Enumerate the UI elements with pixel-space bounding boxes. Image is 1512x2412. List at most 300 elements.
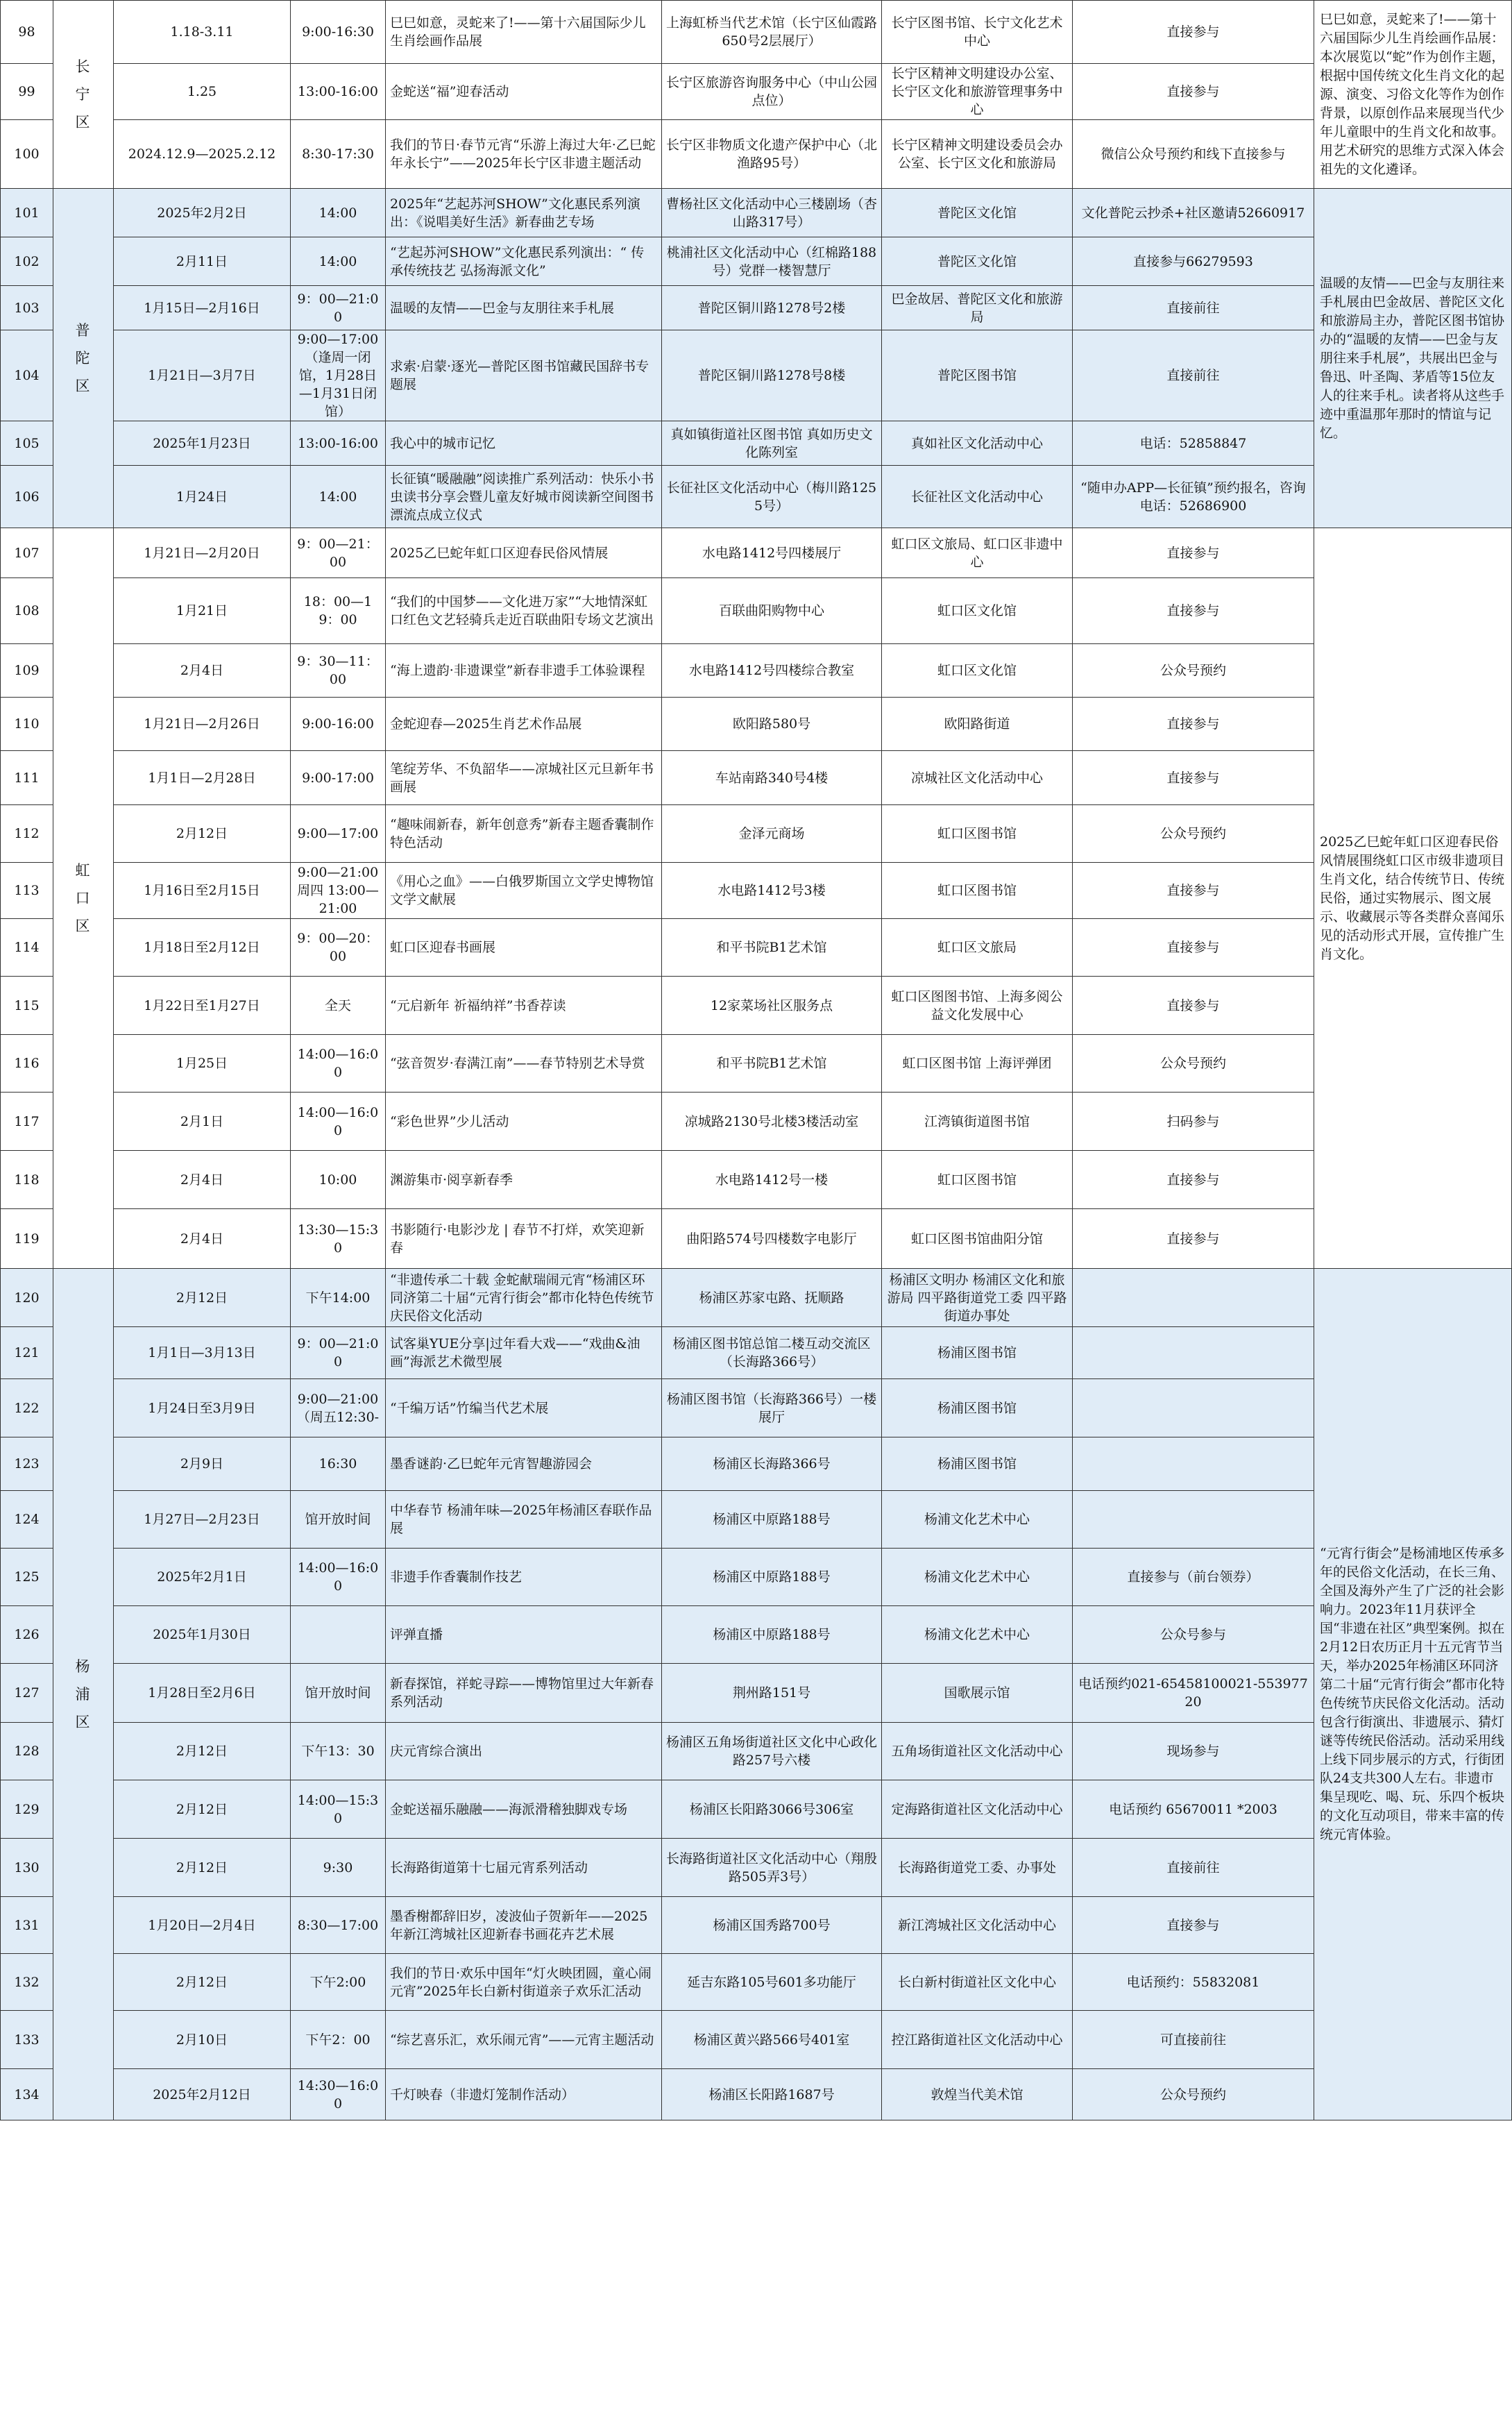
place-cell: 长海路街道社区文化活动中心（翔殷路505弄3号） — [662, 1839, 882, 1897]
table-row — [1, 1780, 1512, 1839]
table-row — [1, 1897, 1512, 1954]
row-number-cell: 123 — [1, 1437, 53, 1491]
table-row — [1, 421, 1512, 466]
activity-name-cell: 金蛇送福乐融融——海派滑稽独脚戏专场 — [386, 1780, 662, 1839]
row-number-cell: 126 — [1, 1606, 53, 1664]
participation-method-cell: 直接参与 — [1073, 751, 1314, 805]
table-row — [1, 863, 1512, 919]
district-description-cell: 巳巳如意，灵蛇来了!——第十六届国际少儿生肖绘画作品展：本次展览以“蛇”作为创作主题，根据中国传统文化生肖文化的起源、演变、习俗文化等作为创作背景，以原创作品来展现当代少年儿童眼中的生肖文化和故事。用艺术研究的思维方式深入体会祖先的文化遴译。 — [1314, 1, 1512, 189]
date-cell: 2月4日 — [114, 1209, 291, 1269]
row-number-cell: 122 — [1, 1379, 53, 1437]
organizer-cell: 长宁区精神文明建设委员会办公室、长宁区文化和旅游局 — [882, 120, 1073, 189]
time-cell: 14:00—16:00 — [291, 1093, 386, 1151]
date-cell: 1月16日至2月15日 — [114, 863, 291, 919]
participation-method-cell: 电话：52858847 — [1073, 421, 1314, 466]
participation-method-cell: 直接参与 — [1073, 1897, 1314, 1954]
table-row — [1, 919, 1512, 977]
district-description-cell: 温暖的友情——巴金与友朋往来手札展由巴金故居、普陀区文化和旅游局主办，普陀区图书馆协办的“温暖的友情——巴金与友朋往来手札展”，共展出巴金与鲁迅、叶圣陶、茅盾等15位友人的往来手札。读者将从这些手迹中重温那年那时的情谊与记忆。 — [1314, 189, 1512, 528]
date-cell: 1月20日—2月4日 — [114, 1897, 291, 1954]
row-number-cell: 133 — [1, 2011, 53, 2069]
place-cell: 百联曲阳购物中心 — [662, 578, 882, 644]
row-number-cell: 125 — [1, 1549, 53, 1606]
activity-name-cell: 千灯映春（非遗灯笼制作活动） — [386, 2069, 662, 2120]
activity-name-cell: 庆元宵综合演出 — [386, 1723, 662, 1780]
district-name: 杨浦区 — [75, 1658, 92, 1730]
time-cell: 14:00 — [291, 237, 386, 286]
participation-method-cell: 直接参与 — [1073, 1151, 1314, 1209]
activity-name-cell: 2025乙巳蛇年虹口区迎春民俗风情展 — [386, 528, 662, 578]
activity-name-cell: 墨香榭都辞旧岁，凌波仙子贺新年——2025年新江湾城社区迎新春书画花卉艺术展 — [386, 1897, 662, 1954]
activity-name-cell: “彩色世界”少儿活动 — [386, 1093, 662, 1151]
organizer-cell: 敦煌当代美术馆 — [882, 2069, 1073, 2120]
organizer-cell: 长海路街道党工委、办事处 — [882, 1839, 1073, 1897]
participation-method-cell: 可直接前往 — [1073, 2011, 1314, 2069]
place-cell: 长征社区文化活动中心（梅川路1255号） — [662, 466, 882, 528]
time-cell: 9：00—20：00 — [291, 919, 386, 977]
table-row — [1, 1035, 1512, 1093]
time-cell: 全天 — [291, 977, 386, 1035]
time-cell: 9：00—21：00 — [291, 528, 386, 578]
date-cell: 1月1日—3月13日 — [114, 1327, 291, 1379]
table-row — [1, 1606, 1512, 1664]
time-cell: 8:30—17:00 — [291, 1897, 386, 1954]
activity-name-cell: 长海路街道第十七届元宵系列活动 — [386, 1839, 662, 1897]
place-cell: 水电路1412号3楼 — [662, 863, 882, 919]
time-cell: 下午14:00 — [291, 1269, 386, 1327]
table-row — [1, 977, 1512, 1035]
place-cell: 上海虹桥当代艺术馆（长宁区仙霞路650号2层展厅） — [662, 1, 882, 64]
table-row — [1, 1093, 1512, 1151]
activity-name-cell: “非遗传承二十载 金蛇献瑞闹元宵“杨浦区环同济第二十届“元宵行街会”都市化特色传统节庆民俗文化活动 — [386, 1269, 662, 1327]
date-cell: 1月18日至2月12日 — [114, 919, 291, 977]
table-row — [1, 237, 1512, 286]
organizer-cell: 欧阳路街道 — [882, 698, 1073, 751]
activity-name-cell: 我们的节日·春节元宵“乐游上海过大年·乙巳蛇年永长宁”——2025年长宁区非遗主题活动 — [386, 120, 662, 189]
place-cell: 荆州路151号 — [662, 1664, 882, 1723]
participation-method-cell: 现场参与 — [1073, 1723, 1314, 1780]
date-cell: 1月22日至1月27日 — [114, 977, 291, 1035]
activity-name-cell: “艺起苏河SHOW”文化惠民系列演出：“ 传承传统技艺 弘扬海派文化” — [386, 237, 662, 286]
table-row — [1, 2011, 1512, 2069]
row-number-cell: 129 — [1, 1780, 53, 1839]
row-number-cell: 100 — [1, 120, 53, 189]
organizer-cell: 杨浦文化艺术中心 — [882, 1491, 1073, 1549]
place-cell: 延吉东路105号601多功能厅 — [662, 1954, 882, 2011]
participation-method-cell: 直接参与 — [1073, 919, 1314, 977]
date-cell: 2025年2月2日 — [114, 189, 291, 237]
table-row — [1, 1437, 1512, 1491]
organizer-cell: 长宁区精神文明建设办公室、长宁区文化和旅游管理事务中心 — [882, 64, 1073, 120]
row-number-cell: 121 — [1, 1327, 53, 1379]
activity-name-cell: “趣味闹新春，新年创意秀”新春主题香囊制作特色活动 — [386, 805, 662, 863]
organizer-cell: 虹口区文旅局 — [882, 919, 1073, 977]
time-cell: 9：00—21:00 — [291, 286, 386, 330]
table-row — [1, 286, 1512, 330]
activity-name-cell: 虹口区迎春书画展 — [386, 919, 662, 977]
organizer-cell: 杨浦区图书馆 — [882, 1379, 1073, 1437]
place-cell: 杨浦区黄兴路566号401室 — [662, 2011, 882, 2069]
activity-name-cell: 书影随行·电影沙龙 | 春节不打烊，欢笑迎新春 — [386, 1209, 662, 1269]
activity-name-cell: 2025年“艺起苏河SHOW”文化惠民系列演出：《说唱美好生活》新春曲艺专场 — [386, 189, 662, 237]
table-row — [1, 644, 1512, 698]
time-cell: 馆开放时间 — [291, 1664, 386, 1723]
time-cell: 下午13：30 — [291, 1723, 386, 1780]
table-row — [1, 466, 1512, 528]
date-cell: 2月12日 — [114, 1269, 291, 1327]
row-number-cell: 134 — [1, 2069, 53, 2120]
time-cell: 9:00—21:00 周四 13:00—21:00 — [291, 863, 386, 919]
place-cell: 真如镇街道社区图书馆 真如历史文化陈列室 — [662, 421, 882, 466]
organizer-cell: 杨浦区图书馆 — [882, 1437, 1073, 1491]
participation-method-cell: 直接参与 — [1073, 863, 1314, 919]
table-row — [1, 1839, 1512, 1897]
date-cell: 2025年2月1日 — [114, 1549, 291, 1606]
row-number-cell: 127 — [1, 1664, 53, 1723]
district-cell — [53, 189, 114, 528]
table-row — [1, 578, 1512, 644]
participation-method-cell: “随申办APP—长征镇”预约报名，咨询电话：52686900 — [1073, 466, 1314, 528]
place-cell: 曲阳路574号四楼数字电影厅 — [662, 1209, 882, 1269]
row-number-cell: 108 — [1, 578, 53, 644]
organizer-cell: 真如社区文化活动中心 — [882, 421, 1073, 466]
place-cell: 杨浦区图书馆总馆二楼互动交流区（长海路366号） — [662, 1327, 882, 1379]
organizer-cell: 杨浦区图书馆 — [882, 1327, 1073, 1379]
participation-method-cell — [1073, 1327, 1314, 1379]
district-name: 长宁区 — [75, 58, 92, 130]
participation-method-cell — [1073, 1269, 1314, 1327]
place-cell: 12家菜场社区服务点 — [662, 977, 882, 1035]
time-cell: 13:30—15:30 — [291, 1209, 386, 1269]
organizer-cell: 巴金故居、普陀区文化和旅游局 — [882, 286, 1073, 330]
activity-name-cell: 墨香谜韵·乙巳蛇年元宵智趣游园会 — [386, 1437, 662, 1491]
place-cell: 杨浦区苏家屯路、抚顺路 — [662, 1269, 882, 1327]
participation-method-cell: 电话预约021-65458100021-55397720 — [1073, 1664, 1314, 1723]
activity-name-cell: 评弹直播 — [386, 1606, 662, 1664]
organizer-cell: 五角场街道社区文化活动中心 — [882, 1723, 1073, 1780]
table-row — [1, 2069, 1512, 2120]
time-cell: 13:00-16:00 — [291, 421, 386, 466]
time-cell: 8:30-17:30 — [291, 120, 386, 189]
date-cell: 2月10日 — [114, 2011, 291, 2069]
row-number-cell: 105 — [1, 421, 53, 466]
place-cell: 杨浦区五角场街道社区文化中心政化路257号六楼 — [662, 1723, 882, 1780]
time-cell: 13:00-16:00 — [291, 64, 386, 120]
activity-name-cell: “千编万话”竹编当代艺术展 — [386, 1379, 662, 1437]
row-number-cell: 114 — [1, 919, 53, 977]
place-cell: 杨浦区长海路366号 — [662, 1437, 882, 1491]
date-cell: 1月27日—2月23日 — [114, 1491, 291, 1549]
place-cell: 车站南路340号4楼 — [662, 751, 882, 805]
place-cell: 杨浦区图书馆（长海路366号）一楼展厅 — [662, 1379, 882, 1437]
table-body — [1, 1, 1512, 2120]
row-number-cell: 111 — [1, 751, 53, 805]
table-row — [1, 1954, 1512, 2011]
table-row — [1, 698, 1512, 751]
district-name: 虹口区 — [75, 862, 92, 934]
participation-method-cell: 直接参与（前台领券） — [1073, 1549, 1314, 1606]
table-row — [1, 1723, 1512, 1780]
date-cell: 2024.12.9—2025.2.12 — [114, 120, 291, 189]
activity-name-cell: 金蛇迎春—2025生肖艺术作品展 — [386, 698, 662, 751]
time-cell: 9:00-16:00 — [291, 698, 386, 751]
participation-method-cell: 直接前往 — [1073, 1839, 1314, 1897]
date-cell: 2025年1月23日 — [114, 421, 291, 466]
time-cell: 14:00 — [291, 189, 386, 237]
participation-method-cell: 电话预约 65670011 *2003 — [1073, 1780, 1314, 1839]
place-cell: 桃浦社区文化活动中心（红棉路188号）党群一楼智慧厅 — [662, 237, 882, 286]
organizer-cell: 虹口区图书馆 上海评弹团 — [882, 1035, 1073, 1093]
district-description-cell: 2025乙巳蛇年虹口区迎春民俗风情展围绕虹口区市级非遗项目生肖文化，结合传统节日、传统民俗，通过实物展示、图文展示、收藏展示等各类群众喜闻乐见的活动形式开展，宣传推广生肖文化。 — [1314, 528, 1512, 1269]
participation-method-cell: 直接参与 — [1073, 64, 1314, 120]
organizer-cell: 虹口区图书馆 — [882, 863, 1073, 919]
participation-method-cell: 公众号参与 — [1073, 1606, 1314, 1664]
activity-name-cell: 渊游集市·阅享新春季 — [386, 1151, 662, 1209]
row-number-cell: 99 — [1, 64, 53, 120]
activity-name-cell: 非遗手作香囊制作技艺 — [386, 1549, 662, 1606]
activity-name-cell: 《用心之血》——白俄罗斯国立文学史博物馆文学文献展 — [386, 863, 662, 919]
place-cell: 水电路1412号一楼 — [662, 1151, 882, 1209]
organizer-cell: 杨浦区文明办 杨浦区文化和旅游局 四平路街道党工委 四平路街道办事处 — [882, 1269, 1073, 1327]
organizer-cell: 长宁区图书馆、长宁文化艺术中心 — [882, 1, 1073, 64]
time-cell: 14:00—15:30 — [291, 1780, 386, 1839]
activity-name-cell: “我们的中国梦——文化进万家”“大地情深虹口红色文艺轻骑兵走近百联曲阳专场文艺演出 — [386, 578, 662, 644]
date-cell: 1月21日 — [114, 578, 291, 644]
organizer-cell: 杨浦文化艺术中心 — [882, 1549, 1073, 1606]
row-number-cell: 131 — [1, 1897, 53, 1954]
date-cell: 2月11日 — [114, 237, 291, 286]
table-row — [1, 528, 1512, 578]
date-cell: 2月4日 — [114, 1151, 291, 1209]
date-cell: 2月4日 — [114, 644, 291, 698]
time-cell: 9:00—17:00（逢周一闭馆，1月28日—1月31日闭馆） — [291, 330, 386, 421]
time-cell: 馆开放时间 — [291, 1491, 386, 1549]
date-cell: 1月25日 — [114, 1035, 291, 1093]
time-cell: 9：30—11：00 — [291, 644, 386, 698]
organizer-cell: 凉城社区文化活动中心 — [882, 751, 1073, 805]
organizer-cell: 长征社区文化活动中心 — [882, 466, 1073, 528]
activity-name-cell: “海上遗韵·非遗课堂”新春非遗手工体验课程 — [386, 644, 662, 698]
participation-method-cell — [1073, 1437, 1314, 1491]
place-cell: 普陀区铜川路1278号2楼 — [662, 286, 882, 330]
row-number-cell: 128 — [1, 1723, 53, 1780]
organizer-cell: 江湾镇街道图书馆 — [882, 1093, 1073, 1151]
date-cell: 1月21日—2月26日 — [114, 698, 291, 751]
activity-name-cell: 长征镇“暖融融”阅读推广系列活动：快乐小书虫读书分享会暨儿童友好城市阅读新空间图书漂流点成立仪式 — [386, 466, 662, 528]
organizer-cell: 虹口区文化馆 — [882, 578, 1073, 644]
row-number-cell: 118 — [1, 1151, 53, 1209]
table-row — [1, 751, 1512, 805]
row-number-cell: 116 — [1, 1035, 53, 1093]
place-cell: 杨浦区中原路188号 — [662, 1549, 882, 1606]
date-cell: 2025年1月30日 — [114, 1606, 291, 1664]
date-cell: 1月15日—2月16日 — [114, 286, 291, 330]
date-cell: 2月1日 — [114, 1093, 291, 1151]
date-cell: 2月12日 — [114, 1954, 291, 2011]
time-cell: 9:30 — [291, 1839, 386, 1897]
table-row — [1, 189, 1512, 237]
activity-name-cell: 金蛇送“福”迎春活动 — [386, 64, 662, 120]
date-cell: 1月21日—3月7日 — [114, 330, 291, 421]
row-number-cell: 106 — [1, 466, 53, 528]
organizer-cell: 虹口区文化馆 — [882, 644, 1073, 698]
time-cell: 9:00-16:30 — [291, 1, 386, 64]
participation-method-cell: 直接参与 — [1073, 1, 1314, 64]
activity-name-cell: 中华春节 杨浦年味—2025年杨浦区春联作品展 — [386, 1491, 662, 1549]
activity-name-cell: 巳巳如意，灵蛇来了!——第十六届国际少儿生肖绘画作品展 — [386, 1, 662, 64]
time-cell: 14:30—16:00 — [291, 2069, 386, 2120]
table-row — [1, 1664, 1512, 1723]
date-cell: 2月12日 — [114, 1839, 291, 1897]
organizer-cell: 虹口区文旅局、虹口区非遗中心 — [882, 528, 1073, 578]
activity-name-cell: 笔绽芳华、不负韶华——凉城社区元旦新年书画展 — [386, 751, 662, 805]
date-cell: 1月24日 — [114, 466, 291, 528]
row-number-cell: 124 — [1, 1491, 53, 1549]
district-cell — [53, 528, 114, 1269]
date-cell: 2月9日 — [114, 1437, 291, 1491]
row-number-cell: 103 — [1, 286, 53, 330]
time-cell: 16:30 — [291, 1437, 386, 1491]
organizer-cell: 虹口区图书馆 — [882, 1151, 1073, 1209]
date-cell: 1月1日—2月28日 — [114, 751, 291, 805]
participation-method-cell: 微信公众号预约和线下直接参与 — [1073, 120, 1314, 189]
organizer-cell: 定海路街道社区文化活动中心 — [882, 1780, 1073, 1839]
organizer-cell: 普陀区文化馆 — [882, 189, 1073, 237]
organizer-cell: 杨浦文化艺术中心 — [882, 1606, 1073, 1664]
participation-method-cell: 直接参与 — [1073, 977, 1314, 1035]
row-number-cell: 101 — [1, 189, 53, 237]
date-cell: 2025年2月12日 — [114, 2069, 291, 2120]
time-cell: 9:00—21:00（周五12:30- — [291, 1379, 386, 1437]
district-cell — [53, 1269, 114, 2120]
row-number-cell: 104 — [1, 330, 53, 421]
time-cell: 下午2：00 — [291, 2011, 386, 2069]
date-cell: 1月28日至2月6日 — [114, 1664, 291, 1723]
activity-name-cell: “元启新年 祈福纳祥”书香荐读 — [386, 977, 662, 1035]
organizer-cell: 虹口区图书馆 — [882, 805, 1073, 863]
time-cell — [291, 1606, 386, 1664]
row-number-cell: 109 — [1, 644, 53, 698]
participation-method-cell: 直接参与 — [1073, 1209, 1314, 1269]
table-row — [1, 1209, 1512, 1269]
participation-method-cell — [1073, 1491, 1314, 1549]
activity-name-cell: 我心中的城市记忆 — [386, 421, 662, 466]
place-cell: 和平书院B1艺术馆 — [662, 1035, 882, 1093]
date-cell: 2月12日 — [114, 805, 291, 863]
participation-method-cell: 直接前往 — [1073, 330, 1314, 421]
row-number-cell: 117 — [1, 1093, 53, 1151]
place-cell: 杨浦区长阳路1687号 — [662, 2069, 882, 2120]
place-cell: 金泽元商场 — [662, 805, 882, 863]
district-description-cell: “元宵行街会”是杨浦地区传承多年的民俗文化活动，在长三角、全国及海外产生了广泛的社会影响力。2023年11月获评全国“非遗在社区”典型案例。拟在2月12日农历正月十五元宵节当天，举办2025年杨浦区环同济第二十届“元宵行街会”都市化特色传统节庆民俗文化活动。活动包含行街演出、非遗展示、猜灯谜等传统民俗活动。活动采用线上线下同步展示的方式，行街团队24支共300人左右。非遗市集呈现吃、喝、玩、乐四个板块的文化互动项目，带来丰富的传统元宵体验。 — [1314, 1269, 1512, 2120]
activity-name-cell: “综艺喜乐汇，欢乐闹元宵”——元宵主题活动 — [386, 2011, 662, 2069]
participation-method-cell: 公众号预约 — [1073, 2069, 1314, 2120]
row-number-cell: 120 — [1, 1269, 53, 1327]
time-cell: 9:00—17:00 — [291, 805, 386, 863]
activity-name-cell: “弦音贺岁·春满江南”——春节特别艺术导赏 — [386, 1035, 662, 1093]
time-cell: 10:00 — [291, 1151, 386, 1209]
row-number-cell: 102 — [1, 237, 53, 286]
table-row — [1, 1491, 1512, 1549]
table-row — [1, 330, 1512, 421]
participation-method-cell: 公众号预约 — [1073, 644, 1314, 698]
place-cell: 曹杨社区文化活动中心三楼剧场（杏山路317号） — [662, 189, 882, 237]
time-cell: 下午2:00 — [291, 1954, 386, 2011]
district-name: 普陀区 — [75, 322, 92, 394]
row-number-cell: 115 — [1, 977, 53, 1035]
district-cell — [53, 1, 114, 189]
place-cell: 和平书院B1艺术馆 — [662, 919, 882, 977]
place-cell: 杨浦区长阳路3066号306室 — [662, 1780, 882, 1839]
participation-method-cell: 公众号预约 — [1073, 1035, 1314, 1093]
participation-method-cell: 直接参与 — [1073, 578, 1314, 644]
organizer-cell: 普陀区文化馆 — [882, 237, 1073, 286]
table-row — [1, 1549, 1512, 1606]
place-cell: 凉城路2130号北楼3楼活动室 — [662, 1093, 882, 1151]
participation-method-cell: 电话预约：55832081 — [1073, 1954, 1314, 2011]
row-number-cell: 119 — [1, 1209, 53, 1269]
activity-name-cell: 我们的节日·欢乐中国年“灯火映团圆，童心闹元宵”2025年长白新村街道亲子欢乐汇活动 — [386, 1954, 662, 2011]
row-number-cell: 98 — [1, 1, 53, 64]
place-cell: 欧阳路580号 — [662, 698, 882, 751]
table-row — [1, 120, 1512, 189]
activity-name-cell: 求索·启蒙·逐光—普陀区图书馆藏民国辞书专题展 — [386, 330, 662, 421]
place-cell: 杨浦区中原路188号 — [662, 1491, 882, 1549]
date-cell: 2月12日 — [114, 1723, 291, 1780]
participation-method-cell — [1073, 1379, 1314, 1437]
place-cell: 水电路1412号四楼展厅 — [662, 528, 882, 578]
place-cell: 普陀区铜川路1278号8楼 — [662, 330, 882, 421]
participation-method-cell: 公众号预约 — [1073, 805, 1314, 863]
row-number-cell: 107 — [1, 528, 53, 578]
table-row — [1, 1269, 1512, 1327]
table-row — [1, 1327, 1512, 1379]
organizer-cell: 国歌展示馆 — [882, 1664, 1073, 1723]
time-cell: 18：00—19：00 — [291, 578, 386, 644]
time-cell: 9：00—21:00 — [291, 1327, 386, 1379]
participation-method-cell: 直接前往 — [1073, 286, 1314, 330]
table-row — [1, 805, 1512, 863]
participation-method-cell: 文化普陀云抄杀+社区邀请52660917 — [1073, 189, 1314, 237]
place-cell: 长宁区非物质文化遗产保护中心（北渔路95号） — [662, 120, 882, 189]
activity-name-cell: 新春探馆，祥蛇寻踪——博物馆里过大年新春系列活动 — [386, 1664, 662, 1723]
date-cell: 1月24日至3月9日 — [114, 1379, 291, 1437]
organizer-cell: 普陀区图书馆 — [882, 330, 1073, 421]
row-number-cell: 110 — [1, 698, 53, 751]
row-number-cell: 130 — [1, 1839, 53, 1897]
date-cell: 1月21日—2月20日 — [114, 528, 291, 578]
participation-method-cell: 直接参与 — [1073, 698, 1314, 751]
time-cell: 9:00-17:00 — [291, 751, 386, 805]
activity-name-cell: 温暖的友情——巴金与友朋往来手札展 — [386, 286, 662, 330]
place-cell: 长宁区旅游咨询服务中心（中山公园点位） — [662, 64, 882, 120]
table-row — [1, 1151, 1512, 1209]
row-number-cell: 113 — [1, 863, 53, 919]
date-cell: 1.25 — [114, 64, 291, 120]
organizer-cell: 虹口区图图书馆、上海多阅公益文化发展中心 — [882, 977, 1073, 1035]
place-cell: 水电路1412号四楼综合教室 — [662, 644, 882, 698]
table-row — [1, 64, 1512, 120]
time-cell: 14:00—16:00 — [291, 1549, 386, 1606]
row-number-cell: 112 — [1, 805, 53, 863]
organizer-cell: 新江湾城社区文化活动中心 — [882, 1897, 1073, 1954]
time-cell: 14:00 — [291, 466, 386, 528]
organizer-cell: 虹口区图书馆曲阳分馆 — [882, 1209, 1073, 1269]
row-number-cell: 132 — [1, 1954, 53, 2011]
date-cell: 2月12日 — [114, 1780, 291, 1839]
participation-method-cell: 扫码参与 — [1073, 1093, 1314, 1151]
place-cell: 杨浦区中原路188号 — [662, 1606, 882, 1664]
place-cell: 杨浦区国秀路700号 — [662, 1897, 882, 1954]
